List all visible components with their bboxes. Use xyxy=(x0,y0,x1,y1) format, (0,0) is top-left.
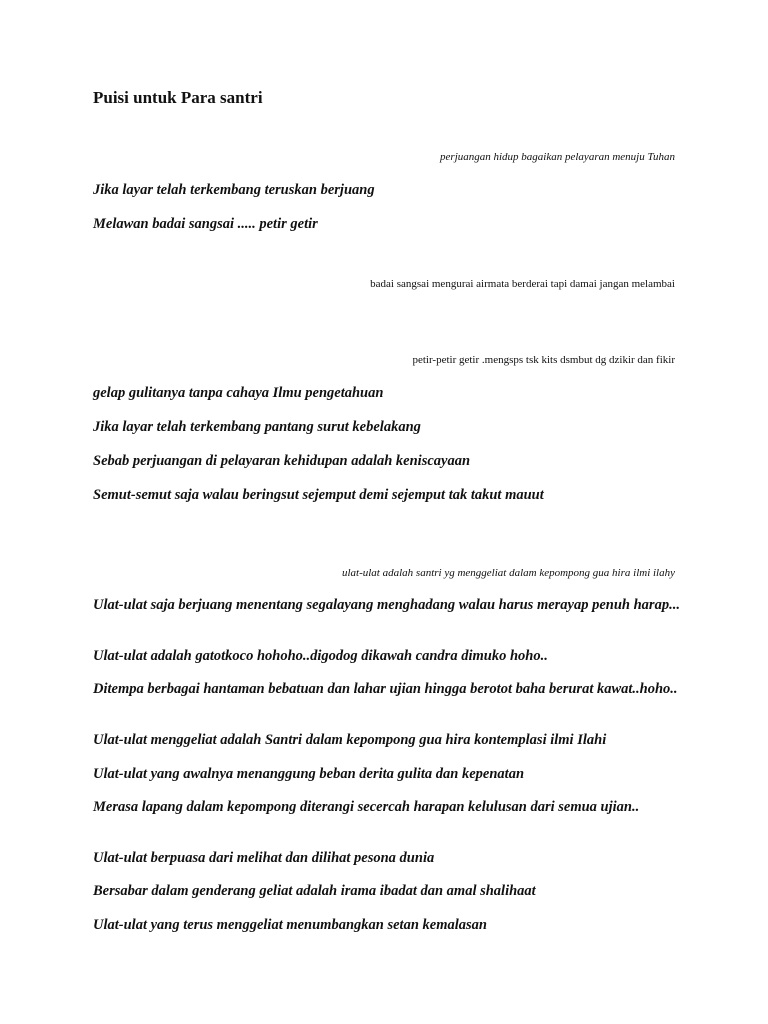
poem-line: Bersabar dalam genderang geliat adalah irama ibadat dan amal shalihaat xyxy=(93,883,536,899)
note-badai: badai sangsai mengurai airmata berderai tapi damai jangan melambai xyxy=(370,278,675,290)
note-epigraph: perjuangan hidup bagaikan pelayaran menuju Tuhan xyxy=(440,151,675,163)
note-ulat: ulat-ulat adalah santri yg menggeliat dalam kepompong gua hira ilmi ilahy xyxy=(341,567,675,579)
poem-line: Sebab perjuangan di pelayaran kehidupan adalah keniscayaan xyxy=(93,453,471,469)
poem-line: Ditempa berbagai hantaman bebatuan dan lahar ujian hingga berotot baha berurat kawat..hoho.. xyxy=(93,681,678,697)
document-title: Puisi untuk Para santri xyxy=(93,88,263,107)
poem-line: Ulat-ulat menggeliat adalah Santri dalam kepompong gua hira kontemplasi ilmi Ilahi xyxy=(93,732,607,748)
poem-line: gelap gulitanya tanpa cahaya Ilmu pengetahuan xyxy=(93,385,384,401)
poem-line: Jika layar telah terkembang pantang surut kebelakang xyxy=(93,419,421,435)
poem-line: Ulat-ulat yang awalnya menanggung beban derita gulita dan kepenatan xyxy=(93,766,525,782)
note-petir: petir-petir getir .mengsps tsk kits dsmbut dg dzikir dan fikir xyxy=(412,354,675,366)
poem-line: Melawan badai sangsai ..... petir getir xyxy=(93,216,318,232)
poem-line: Merasa lapang dalam kepompong diterangi secercah harapan kelulusan dari semua ujian.. xyxy=(93,799,640,815)
poem-line: Ulat-ulat berpuasa dari melihat dan dilihat pesona dunia xyxy=(93,850,435,866)
poem-line: Semut-semut saja walau beringsut sejemput demi sejemput tak takut mauut xyxy=(93,487,544,503)
poem-line: Ulat-ulat saja berjuang menentang segalayang menghadang walau harus merayap penuh harap... xyxy=(93,597,680,613)
poem-line: Ulat-ulat yang terus menggeliat menumbangkan setan kemalasan xyxy=(93,917,487,933)
poem-line: Jika layar telah terkembang teruskan berjuang xyxy=(93,182,375,198)
poem-line: Ulat-ulat adalah gatotkoco hohoho..digodog dikawah candra dimuko hoho.. xyxy=(93,648,548,664)
